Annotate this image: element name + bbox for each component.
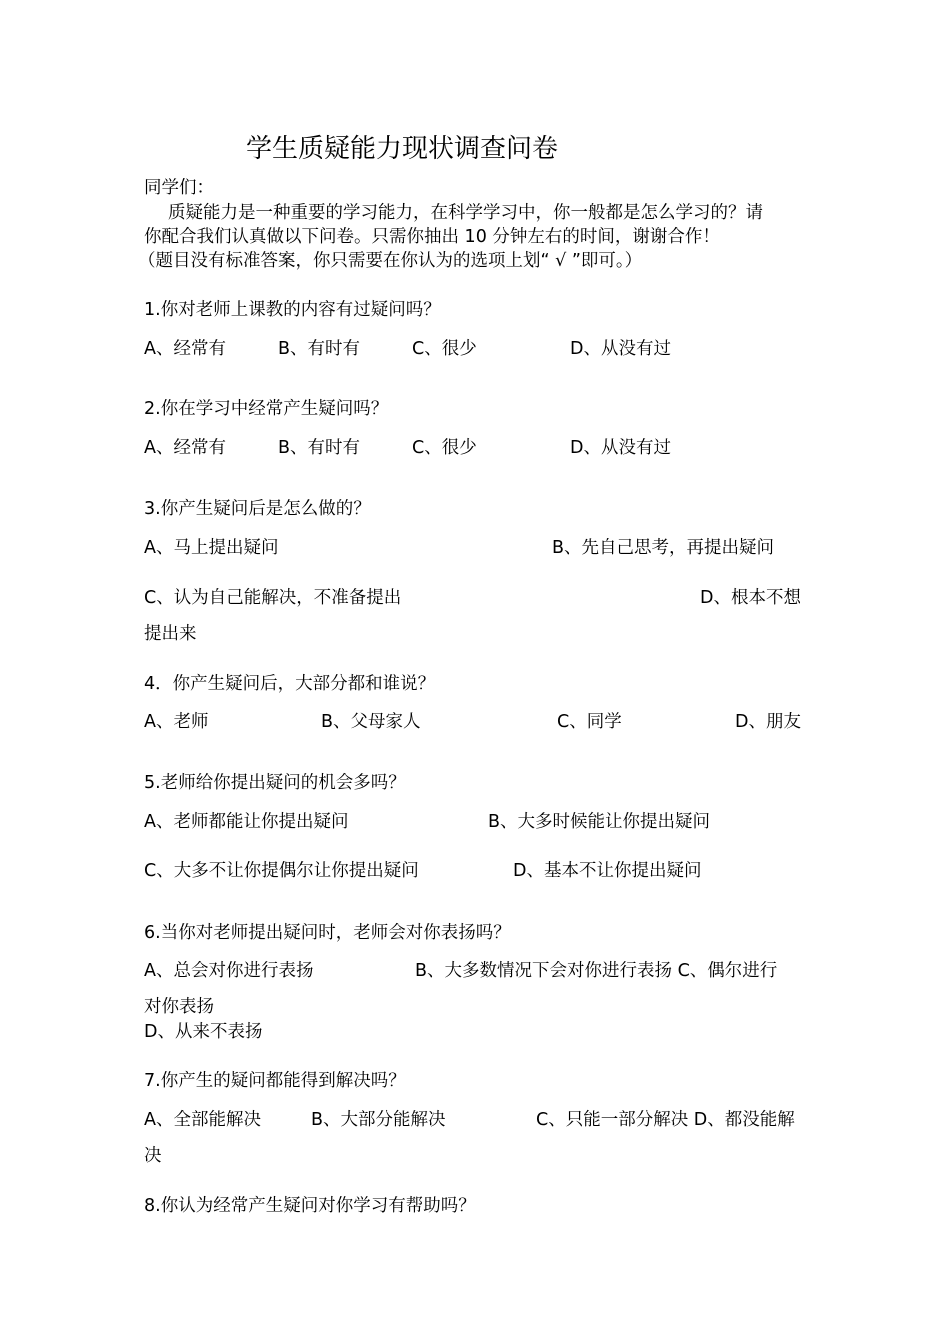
intro-line-2: 你配合我们认真做以下问卷。只需你抽出 10 分钟左右的时间，谢谢合作！ bbox=[144, 227, 720, 247]
question-1-text: 1.你对老师上课教的内容有过疑问吗？ bbox=[144, 300, 441, 320]
question-7-text: 7.你产生的疑问都能得到解决吗？ bbox=[144, 1071, 406, 1091]
question-1-option-c[interactable]: C、很少 bbox=[412, 339, 477, 359]
question-3-option-a[interactable]: A、马上提出疑问 bbox=[144, 538, 279, 558]
question-8-text: 8.你认为经常产生疑问对你学习有帮助吗？ bbox=[144, 1196, 476, 1216]
question-7-option-a[interactable]: A、全部能解决 bbox=[144, 1110, 261, 1130]
question-1-option-a[interactable]: A、经常有 bbox=[144, 339, 226, 359]
question-1-option-d[interactable]: D、从没有过 bbox=[570, 339, 671, 359]
question-5-option-b[interactable]: B、大多时候能让你提出疑问 bbox=[488, 812, 711, 832]
question-3-option-d[interactable]: D、根本不想 bbox=[700, 588, 801, 608]
question-4-option-b[interactable]: B、父母家人 bbox=[321, 712, 421, 732]
question-4-option-a[interactable]: A、老师 bbox=[144, 712, 209, 732]
question-2-option-c[interactable]: C、很少 bbox=[412, 438, 477, 458]
question-4-option-c[interactable]: C、同学 bbox=[557, 712, 622, 732]
question-6-option-b-c[interactable]: B、大多数情况下会对你进行表扬 C、偶尔进行 bbox=[415, 961, 778, 981]
intro-line-3: （题目没有标准答案，你只需要在你认为的选项上划“ √ ”即可。） bbox=[138, 251, 643, 271]
question-4-option-d[interactable]: D、朋友 bbox=[735, 712, 801, 732]
question-3-option-b[interactable]: B、先自己思考，再提出疑问 bbox=[552, 538, 775, 558]
question-7-option-d-continued: 决 bbox=[144, 1146, 162, 1166]
question-5-option-a[interactable]: A、老师都能让你提出疑问 bbox=[144, 812, 349, 832]
question-7-option-c-d[interactable]: C、只能一部分解决 D、都没能解 bbox=[536, 1110, 795, 1130]
question-6-text: 6.当你对老师提出疑问时，老师会对你表扬吗？ bbox=[144, 923, 511, 943]
question-1-option-b[interactable]: B、有时有 bbox=[278, 339, 361, 359]
question-2-option-d[interactable]: D、从没有过 bbox=[570, 438, 671, 458]
question-3-option-c[interactable]: C、认为自己能解决，不准备提出 bbox=[144, 588, 402, 608]
question-3-text: 3.你产生疑问后是怎么做的？ bbox=[144, 499, 371, 519]
question-4-text: 4．你产生疑问后，大部分都和谁说？ bbox=[144, 674, 436, 694]
question-2-text: 2.你在学习中经常产生疑问吗？ bbox=[144, 399, 389, 419]
question-6-option-c-continued: 对你表扬 bbox=[144, 997, 214, 1017]
intro-line-1: 质疑能力是一种重要的学习能力，在科学学习中，你一般都是怎么学习的？请 bbox=[168, 203, 763, 223]
question-5-text: 5.老师给你提出疑问的机会多吗？ bbox=[144, 773, 406, 793]
question-6-option-d[interactable]: D、从来不表扬 bbox=[144, 1022, 263, 1042]
question-7-option-b[interactable]: B、大部分能解决 bbox=[311, 1110, 446, 1130]
intro-greeting: 同学们： bbox=[144, 178, 214, 198]
question-5-option-d[interactable]: D、基本不让你提出疑问 bbox=[513, 861, 702, 881]
question-5-option-c[interactable]: C、大多不让你提偶尔让你提出疑问 bbox=[144, 861, 419, 881]
page-title: 学生质疑能力现状调查问卷 bbox=[246, 134, 559, 164]
question-2-option-b[interactable]: B、有时有 bbox=[278, 438, 361, 458]
question-6-option-a[interactable]: A、总会对你进行表扬 bbox=[144, 961, 314, 981]
question-3-option-d-continued: 提出来 bbox=[144, 624, 197, 644]
question-2-option-a[interactable]: A、经常有 bbox=[144, 438, 226, 458]
